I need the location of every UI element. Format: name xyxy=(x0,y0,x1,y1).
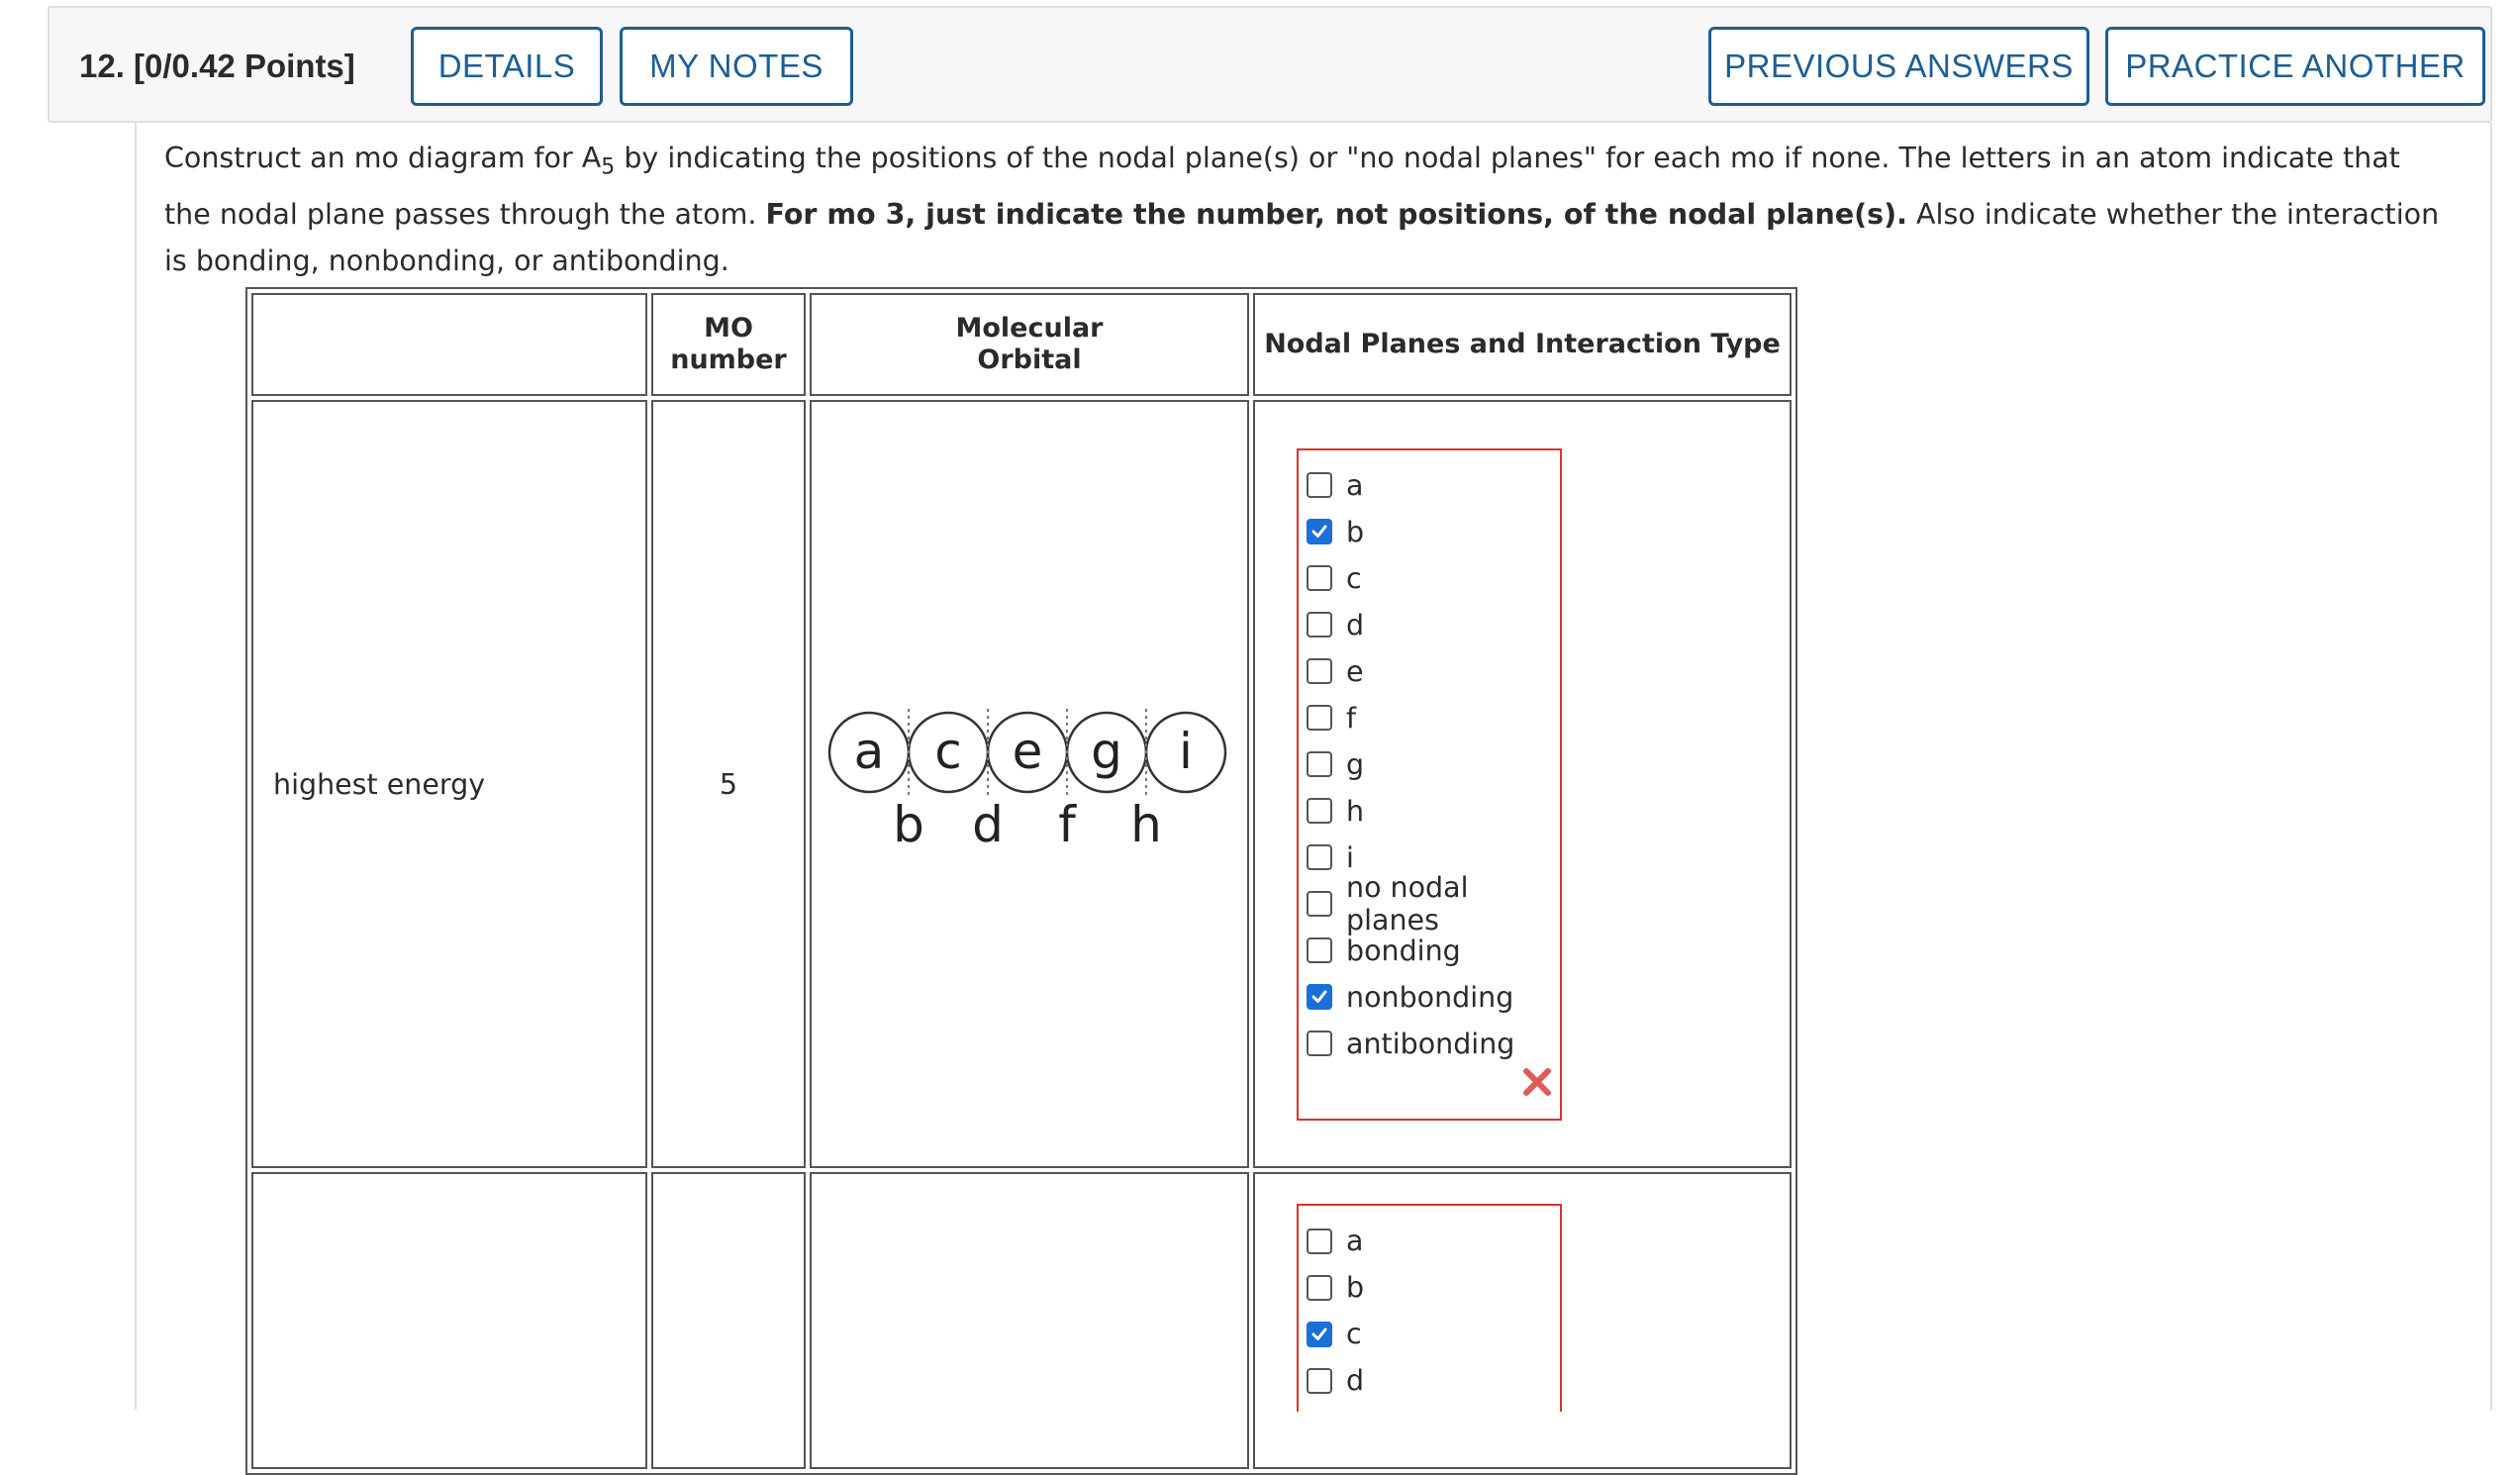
question-number-points: 12. [0/0.42 Points] xyxy=(79,48,355,84)
option-b[interactable] xyxy=(1305,509,1560,555)
my-notes-button[interactable]: MY NOTES xyxy=(620,27,853,106)
orbital-letter-b: b xyxy=(893,796,924,853)
molecular-orbital-diagram xyxy=(822,703,1237,861)
option-label: i xyxy=(1346,840,1354,874)
energy-label: highest energy xyxy=(251,400,647,1168)
option-label: a xyxy=(1346,1225,1364,1257)
orbital-letter-e: e xyxy=(1012,723,1043,780)
table-row xyxy=(251,1172,1792,1469)
answer-box xyxy=(1297,1204,1562,1412)
option-d[interactable] xyxy=(1305,602,1560,648)
option-label: d xyxy=(1346,608,1365,641)
header-molecular-orbital: Molecular Orbital xyxy=(810,293,1249,396)
checkbox[interactable] xyxy=(1307,1368,1332,1394)
answer-cell xyxy=(1253,1172,1792,1469)
header-mo-number: MO number xyxy=(651,293,806,396)
option-label: d xyxy=(1346,1364,1365,1397)
orbital-letter-a: a xyxy=(853,723,885,780)
checkbox[interactable] xyxy=(1307,798,1332,824)
checkbox[interactable] xyxy=(1307,519,1332,544)
orbital-cell xyxy=(810,1172,1249,1469)
option-a[interactable] xyxy=(1305,1218,1560,1264)
checkbox[interactable] xyxy=(1307,658,1332,684)
option-label: g xyxy=(1346,747,1365,781)
option-nonbonding[interactable] xyxy=(1305,974,1560,1021)
checkbox[interactable] xyxy=(1307,1275,1332,1301)
answer-box xyxy=(1297,448,1562,1121)
incorrect-x-icon xyxy=(1305,1067,1560,1111)
option-label: c xyxy=(1346,1318,1362,1350)
option-b[interactable] xyxy=(1305,1264,1560,1311)
option-label: b xyxy=(1346,515,1365,548)
orbital-letter-i: i xyxy=(1179,723,1193,780)
checkbox[interactable] xyxy=(1307,472,1332,498)
option-label: a xyxy=(1346,468,1364,502)
previous-answers-button[interactable]: PREVIOUS ANSWERS xyxy=(1708,27,2089,106)
option-label: no nodal planes xyxy=(1346,871,1469,936)
option-c[interactable] xyxy=(1305,555,1560,602)
checkbox[interactable] xyxy=(1307,844,1332,870)
option-label: antibonding xyxy=(1346,1027,1515,1060)
orbital-letter-f: f xyxy=(1058,796,1076,853)
option-a[interactable] xyxy=(1305,462,1560,509)
checkbox[interactable] xyxy=(1307,751,1332,777)
orbital-letter-h: h xyxy=(1130,796,1162,853)
table-header-row xyxy=(251,293,1792,396)
checkbox[interactable] xyxy=(1307,1031,1332,1056)
option-d[interactable] xyxy=(1305,1357,1560,1404)
option-label: c xyxy=(1346,561,1362,595)
option-label: h xyxy=(1346,794,1365,828)
orbital-letter-g: g xyxy=(1091,723,1122,780)
energy-label xyxy=(251,1172,647,1469)
option-label: bonding xyxy=(1346,934,1461,967)
orbital-letter-c: c xyxy=(934,723,962,780)
mo-table xyxy=(245,287,1797,1475)
option-c[interactable] xyxy=(1305,1311,1560,1357)
table-row xyxy=(251,400,1792,1168)
checkbox[interactable] xyxy=(1307,612,1332,638)
question-header xyxy=(48,6,2492,123)
option-label: b xyxy=(1346,1271,1365,1304)
option-label: f xyxy=(1346,701,1357,735)
option-label: nonbonding xyxy=(1346,980,1514,1014)
orbital-letter-d: d xyxy=(972,796,1004,853)
checkbox[interactable] xyxy=(1307,705,1332,731)
header-nodal-planes: Nodal Planes and Interaction Type xyxy=(1253,293,1792,396)
option-g[interactable] xyxy=(1305,741,1560,788)
checkbox[interactable] xyxy=(1307,1229,1332,1254)
option-no-nodal-planes[interactable] xyxy=(1305,871,1560,936)
checkbox[interactable] xyxy=(1307,891,1332,917)
option-h[interactable] xyxy=(1305,788,1560,835)
orbital-cell xyxy=(810,400,1249,1168)
option-f[interactable] xyxy=(1305,695,1560,741)
question-prompt: Construct an mo diagram for $A_5$ by indicating the positions of the nodal plane(s) or "no nodal planes" for each mo if none. The letters in an atom indicate that the nodal plane passes through the atom. For mo 3, just indicate the number, not positions, of the nodal plane(s). Also indicate whether the interaction is bonding, nonbonding, or antibonding. xyxy=(164,142,2440,277)
practice-another-button[interactable]: PRACTICE ANOTHER xyxy=(2105,27,2485,106)
checkbox[interactable] xyxy=(1307,1322,1332,1347)
checkbox[interactable] xyxy=(1307,984,1332,1010)
mo-number: 5 xyxy=(651,400,806,1168)
answer-cell xyxy=(1253,400,1792,1168)
checkbox[interactable] xyxy=(1307,937,1332,963)
mo-number xyxy=(651,1172,806,1469)
header-energy xyxy=(251,293,647,396)
checkbox[interactable] xyxy=(1307,565,1332,591)
option-antibonding[interactable] xyxy=(1305,1021,1560,1067)
option-e[interactable] xyxy=(1305,648,1560,695)
details-button[interactable]: DETAILS xyxy=(411,27,603,106)
option-label: e xyxy=(1346,654,1364,688)
